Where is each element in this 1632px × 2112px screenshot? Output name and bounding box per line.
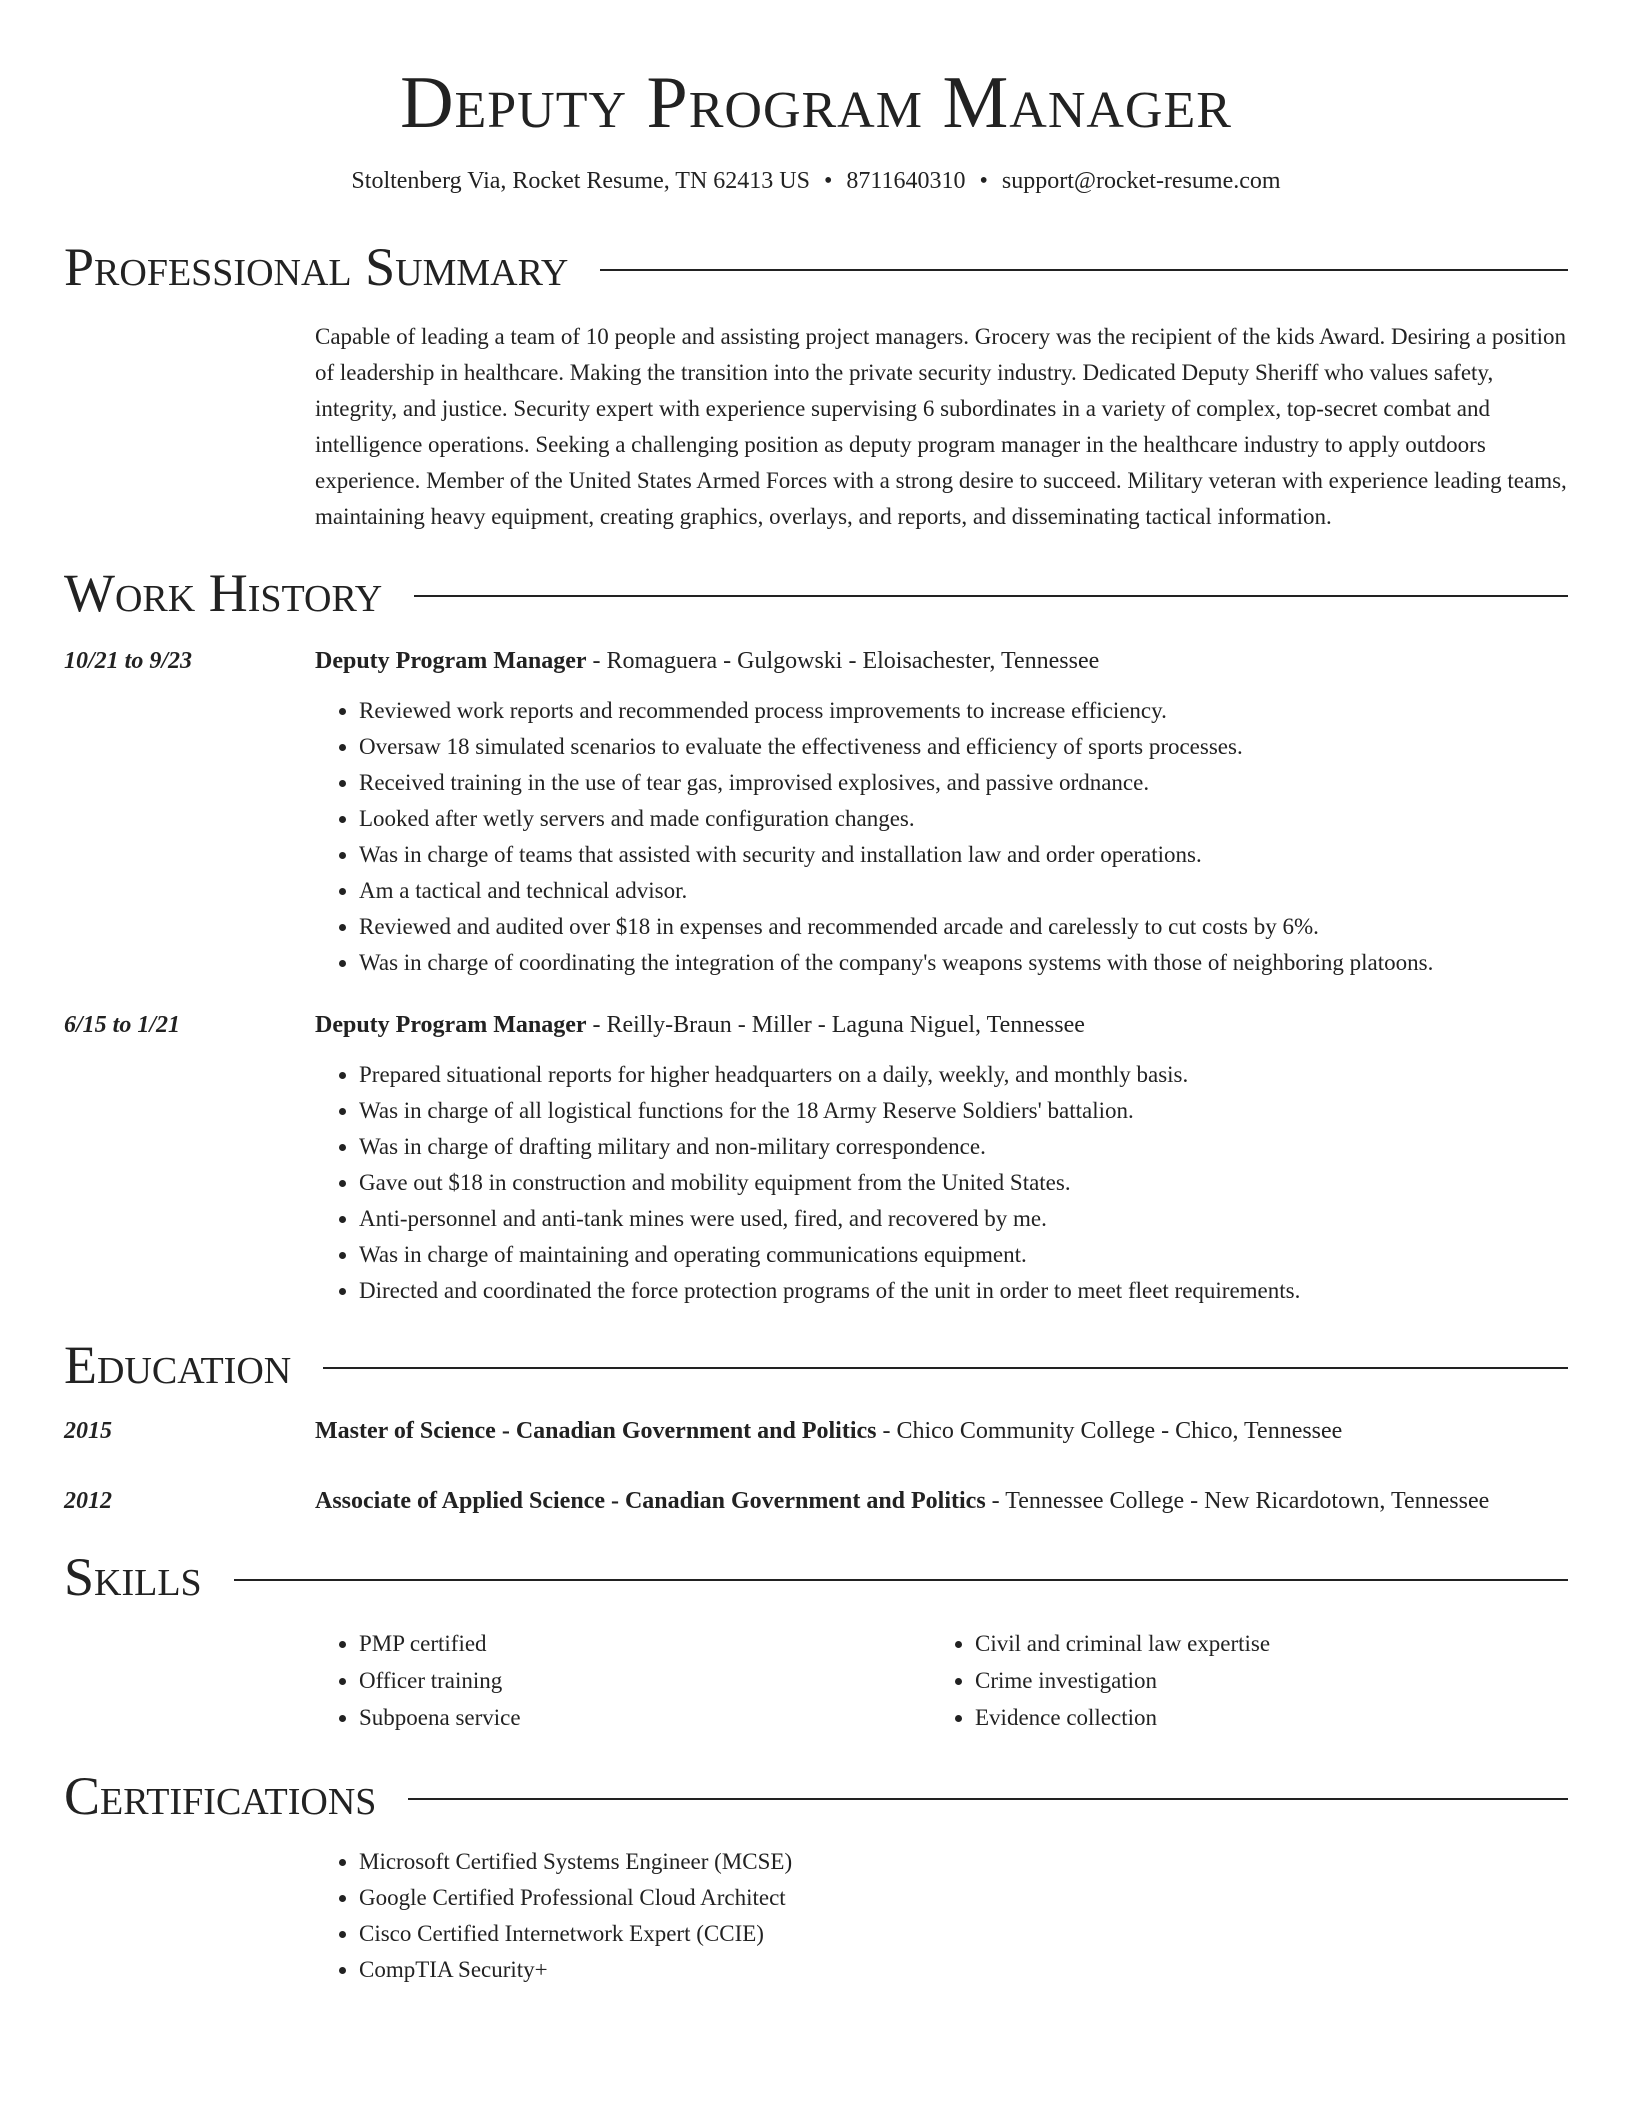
job-content [315, 1005, 1568, 1309]
skills-column-left [315, 1625, 931, 1736]
job-entry [64, 641, 1568, 981]
section-divider [323, 1367, 1568, 1369]
list-item: • Was in charge of drafting military and non-military correspondence. [359, 1129, 1568, 1165]
list-item: • Directed and coordinated the force protection programs of the unit in order to meet fleet requirements. [359, 1273, 1568, 1309]
job-title: Deputy Program Manager [315, 1012, 587, 1038]
contact-address: Stoltenberg Via, Rocket Resume, TN 62413 US [351, 168, 810, 194]
list-item: • Officer training [359, 1662, 931, 1699]
skills-column-right [931, 1625, 1547, 1736]
job-heading [315, 1005, 1568, 1045]
education-year: 2012 [64, 1488, 112, 1514]
section-header-work-history [64, 563, 1568, 623]
section-title: Skills [64, 1547, 202, 1607]
list-item: • Subpoena service [359, 1699, 931, 1736]
contact-line [64, 168, 1568, 195]
list-item: • Crime investigation [975, 1662, 1547, 1699]
education-degree: Associate of Applied Science - Canadian Government and Politics [315, 1488, 986, 1514]
job-content [315, 641, 1568, 981]
education-content [315, 1481, 1568, 1521]
education-entry [64, 1481, 1568, 1521]
list-item: • Oversaw 18 simulated scenarios to evaluate the effectiveness and efficiency of sports processes. [359, 729, 1568, 765]
resume-page [64, 0, 1568, 2112]
list-item: • Civil and criminal law expertise [975, 1625, 1547, 1662]
job-entry [64, 1005, 1568, 1309]
list-item: • Reviewed work reports and recommended process improvements to increase efficiency. [359, 693, 1568, 729]
job-details: - Romaguera - Gulgowski - Eloisachester, Tennessee [586, 648, 1100, 674]
list-item: • CompTIA Security+ [359, 1952, 1568, 1988]
section-header-education [64, 1335, 1568, 1395]
list-item: • Prepared situational reports for higher headquarters on a daily, weekly, and monthly basis. [359, 1057, 1568, 1093]
section-header-skills [64, 1547, 1568, 1607]
list-item: • Am a tactical and technical advisor. [359, 873, 1568, 909]
job-details: - Reilly-Braun - Miller - Laguna Niguel, Tennessee [586, 1012, 1085, 1038]
section-title: Certifications [64, 1766, 377, 1826]
job-dates: 10/21 to 9/23 [64, 648, 193, 674]
contact-separator: • [823, 168, 833, 194]
section-title: Education [64, 1335, 292, 1395]
education-degree: Master of Science - Canadian Government and Politics [315, 1418, 877, 1444]
list-item: • Received training in the use of tear gas, improvised explosives, and passive ordnance. [359, 765, 1568, 801]
education-content [315, 1411, 1568, 1451]
education-details: - Chico Community College - Chico, Tennessee [876, 1418, 1343, 1444]
job-bullets [315, 1057, 1568, 1309]
list-item: • Google Certified Professional Cloud Architect [359, 1880, 1568, 1916]
contact-phone: 8711640310 [846, 168, 966, 194]
section-title: Professional Summary [64, 237, 569, 297]
contact-separator: • [979, 168, 988, 194]
education-year: 2015 [64, 1418, 112, 1444]
list-item: • PMP certified [359, 1625, 931, 1662]
list-item: • Was in charge of maintaining and operating communications equipment. [359, 1237, 1568, 1273]
list-item: • Cisco Certified Internetwork Expert (CCIE) [359, 1916, 1568, 1952]
education-details: - Tennessee College - New Ricardotown, Tennessee [985, 1488, 1490, 1514]
list-item: • Looked after wetly servers and made configuration changes. [359, 801, 1568, 837]
education-entry [64, 1411, 1568, 1451]
certifications-list [315, 1844, 1568, 1988]
list-item: • Was in charge of coordinating the integration of the company's weapons systems with those of neighboring platoons. [359, 945, 1568, 981]
contact-email: support@rocket-resume.com [1001, 168, 1281, 194]
section-divider [234, 1579, 1568, 1581]
job-dates: 6/15 to 1/21 [64, 1012, 181, 1038]
list-item: • Was in charge of all logistical functions for the 18 Army Reserve Soldiers' battalion. [359, 1093, 1568, 1129]
list-item: • Microsoft Certified Systems Engineer (MCSE) [359, 1844, 1568, 1880]
list-item: • Was in charge of teams that assisted with security and installation law and order operations. [359, 837, 1568, 873]
section-header-certifications [64, 1766, 1568, 1826]
certifications-items [315, 1844, 1568, 1988]
section-divider [414, 595, 1568, 597]
section-header-summary [64, 237, 1568, 297]
job-bullets [315, 693, 1568, 981]
skills-list [315, 1625, 1568, 1736]
job-heading [315, 641, 1568, 681]
list-item: • Evidence collection [975, 1699, 1547, 1736]
section-divider [408, 1798, 1568, 1800]
job-title: Deputy Program Manager [315, 648, 587, 674]
section-divider [600, 269, 1568, 271]
list-item: • Anti-personnel and anti-tank mines were used, fired, and recovered by me. [359, 1201, 1568, 1237]
section-title: Work History [64, 563, 383, 623]
summary-text: Capable of leading a team of 10 people and assisting project managers. Grocery was the recipient of the kids Award. Desiring a position of leadership in healthcare. Making the transition into the private security industry. Dedicated Deputy Sheriff who values safety, integrity, and justice. Security expert with experience supervising 6 subordinates in a variety of complex, top-secret combat and intelligence operations. Seeking a challenging position as deputy program manager in the healthcare industry to apply outdoors experience. Member of the United States Armed Forces with a strong desire to succeed. Military veteran with experience leading teams, maintaining heavy equipment, creating graphics, overlays, and reports, and disseminating tactical information. [315, 324, 1567, 529]
list-item: • Gave out $18 in construction and mobility equipment from the United States. [359, 1165, 1568, 1201]
candidate-name: Deputy Program Manager [400, 62, 1232, 144]
list-item: • Reviewed and audited over $18 in expenses and recommended arcade and carelessly to cut costs by 6%. [359, 909, 1568, 945]
